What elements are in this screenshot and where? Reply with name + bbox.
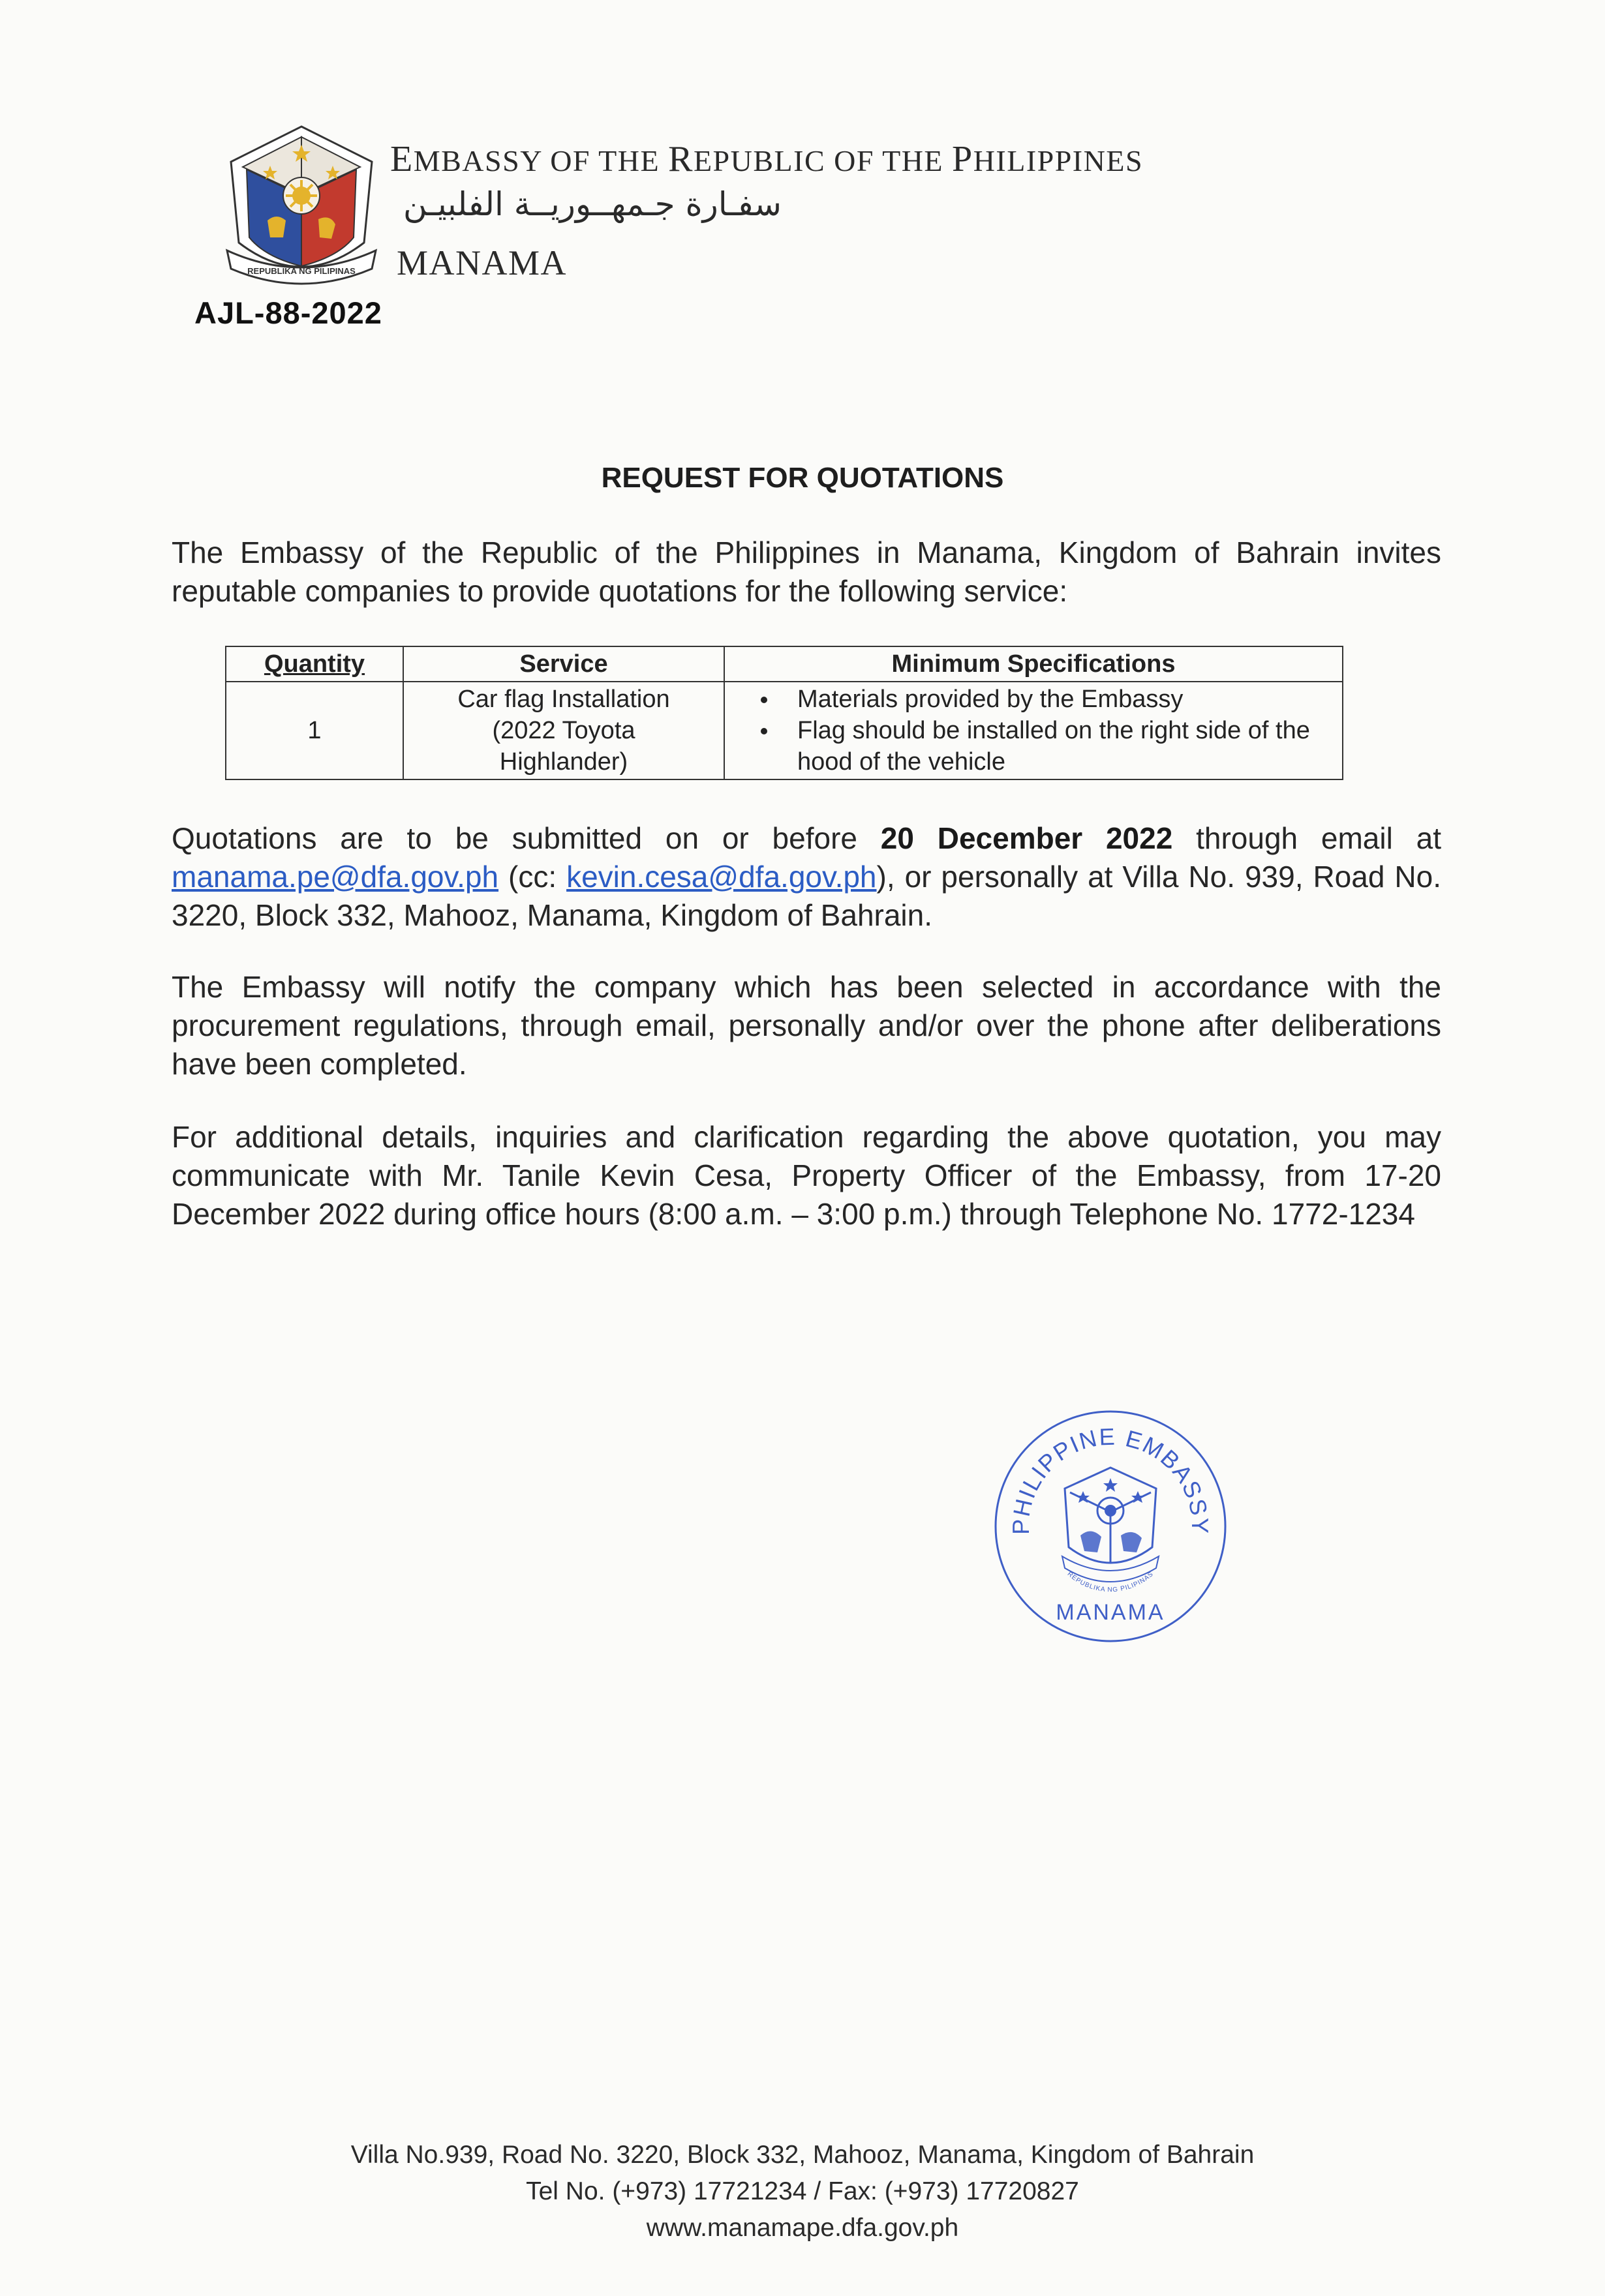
- footer: [0, 2137, 1605, 2246]
- email-link[interactable]: manama.pe@dfa.gov.ph: [172, 860, 499, 894]
- intro-paragraph: The Embassy of the Republic of the Philippines in Manama, Kingdom of Bahrain invites reputable companies to provide quotations for the following service:: [172, 536, 1441, 608]
- embassy-stamp: [992, 1408, 1230, 1646]
- footer-website[interactable]: www.manamape.dfa.gov.ph: [646, 2214, 959, 2242]
- submission-paragraph: Quotations are to be submitted on or before 20 December 2022 through email at manama.pe@dfa.gov.ph (cc: kevin.cesa@dfa.gov.ph), or personally at Villa No. 939, Road No. 3220, Block 332, Mahooz, Manama, Kingdom of Bahrain.: [172, 821, 1441, 932]
- footer-address: Villa No.939, Road No. 3220, Block 332, Mahooz, Manama, Kingdom of Bahrain: [350, 2141, 1255, 2169]
- spec-item: Materials provided by the Embassy: [730, 684, 1337, 715]
- stamp-bottom-text: MANAMA: [1056, 1600, 1165, 1625]
- embassy-city: MANAMA: [397, 243, 568, 282]
- footer-contact: Tel No. (+973) 17721234 / Fax: (+973) 17720827: [526, 2177, 1079, 2205]
- spec-item: Flag should be installed on the right side of the hood of the vehicle: [730, 715, 1337, 778]
- seal-ribbon-text: REPUBLIKA NG PILIPINAS: [247, 266, 356, 276]
- table-header-row: [226, 646, 1343, 682]
- stamp-top-text: PHILIPPINE EMBASSY: [1007, 1423, 1214, 1535]
- header-quantity: Quantity: [226, 646, 403, 682]
- stamp-ribbon-text: REPUBLIKA NG PILIPINAS: [1065, 1570, 1155, 1594]
- service-table: [225, 646, 1343, 780]
- header-service: Service: [403, 646, 724, 682]
- cell-quantity: 1: [226, 682, 403, 779]
- embassy-name-heading: EMBASSY OF THE REPUBLIC OF THE PHILIPPINES: [390, 139, 1144, 179]
- philippine-coat-of-arms-seal: [221, 123, 382, 297]
- document-title: REQUEST FOR QUOTATIONS: [601, 462, 1004, 494]
- table-row: [226, 682, 1343, 779]
- cell-specifications: [724, 682, 1343, 779]
- notification-paragraph: The Embassy will notify the company which has been selected in accordance with the procurement regulations, through email, personally and/or over the phone after deliberations have been completed.: [172, 970, 1441, 1081]
- cell-service: Car flag Installation (2022 Toyota Highlander): [403, 682, 724, 779]
- header-minimum-specifications: Minimum Specifications: [724, 646, 1343, 682]
- reference-number: AJL-88-2022: [194, 295, 382, 330]
- embassy-name-arabic: سفـارة جـمهــوريــة الفلبيـن: [403, 185, 782, 223]
- details-paragraph: For additional details, inquiries and clarification regarding the above quotation, you may communicate with Mr. Tanile Kevin Cesa, Property Officer of the Embassy, from 17-20 December 2022 during office hours (8:00 a.m. – 3:00 p.m.) through Telephone No. 1772-1234: [172, 1120, 1441, 1231]
- cc-email-link[interactable]: kevin.cesa@dfa.gov.ph: [566, 860, 877, 894]
- deadline-date: 20 December 2022: [880, 821, 1173, 855]
